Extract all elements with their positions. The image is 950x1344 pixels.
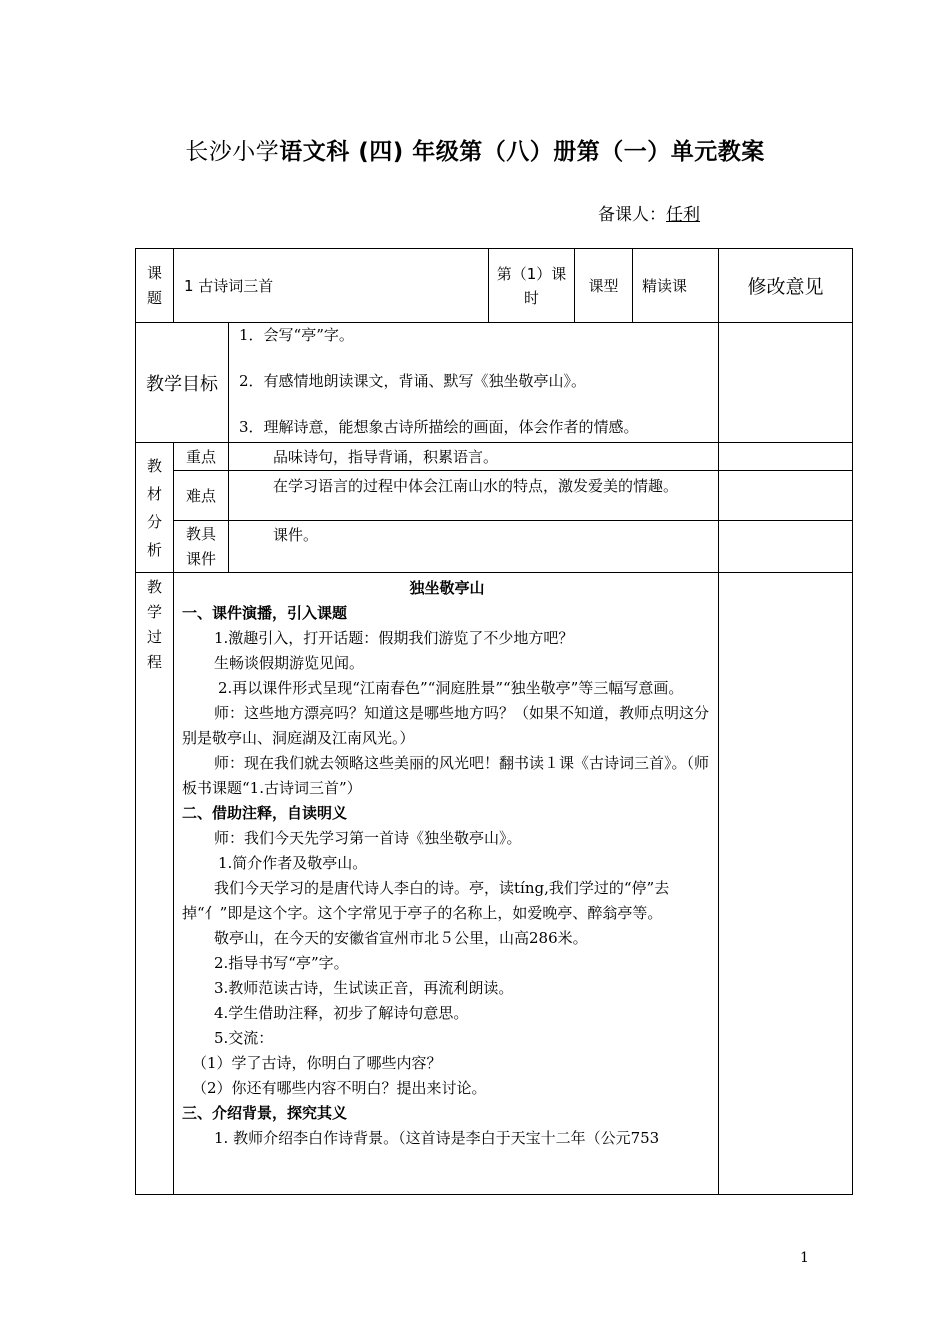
lesson-plan-table [135, 248, 853, 1195]
goal-item: 2．有感情地朗读课文，背诵、默写《独坐敬亭山》。 [239, 372, 587, 390]
goals-cell [229, 323, 719, 443]
revise-cell [719, 573, 853, 1195]
process-line: 4.学生借助注释，初步了解诗句意思。 [214, 1004, 469, 1022]
process-line: （1）学了古诗，你明白了哪些内容？ [192, 1054, 442, 1072]
process-line: 3.教师范读古诗，生试读正音，再流利朗读。 [214, 979, 514, 997]
key-text: 品味诗句，指导背诵，积累语言。 [229, 443, 719, 471]
revise-cell [719, 443, 853, 471]
process-line: 敬亭山，在今天的安徽省宣州市北５公里，山高286米。 [214, 929, 588, 947]
school-name: 长沙小学 [185, 139, 280, 165]
tools-label: 教具课件 [174, 521, 229, 573]
difficulty-text: 在学习语言的过程中体会江南山水的特点，激发爱美的情趣。 [229, 471, 719, 521]
goal-item: 3．理解诗意，能想象古诗所描绘的画面，体会作者的情感。 [239, 418, 639, 436]
revise-cell [719, 521, 853, 573]
section-heading: 二、借助注释，自读明义 [182, 804, 348, 822]
process-line: 1.激趣引入，打开话题：假期我们游览了不少地方吧？ [214, 629, 574, 647]
process-line: 1.简介作者及敬亭山。 [218, 854, 368, 872]
lesson-title: 1 古诗词三首 [174, 249, 489, 323]
preparer [598, 200, 700, 225]
page-title [0, 133, 950, 166]
preparer-name: 任利 [666, 205, 700, 225]
preparer-label: 备课人： [598, 205, 666, 225]
process-line: 师：现在我们就去领略这些美丽的风光吧！翻书读１课《古诗词三首》。（师板书课题“1.古诗词三首”） [182, 754, 710, 797]
process-line: 1. 教师介绍李白作诗背景。（这首诗是李白于天宝十二年（公元753 [214, 1129, 660, 1147]
goals-label: 教学目标 [136, 323, 229, 443]
revise-label: 修改意见 [719, 249, 853, 323]
type-label: 课型 [575, 249, 633, 323]
process-cell [174, 573, 719, 1195]
period: 第（1）课时 [489, 249, 575, 323]
difficulty-label: 难点 [174, 471, 229, 521]
section-heading: 一、课件演播，引入课题 [182, 604, 348, 622]
goal-item: 1．会写“亭”字。 [239, 326, 354, 344]
type-value: 精读课 [633, 249, 719, 323]
poem-title: 独坐敬亭山 [409, 579, 485, 597]
revise-cell [719, 323, 853, 443]
process-line: 2.再以课件形式呈现“江南春色”“洞庭胜景”“独坐敬亭”等三幅写意画。 [218, 679, 684, 697]
process-line: 师：这些地方漂亮吗？知道这是哪些地方吗？（如果不知道，教师点明这分别是敬亭山、洞庭湖及江南风光。） [182, 704, 710, 747]
process-line: 生畅谈假期游览见闻。 [214, 654, 365, 672]
page-number: 1 [800, 1250, 809, 1266]
analysis-label: 教材分析 [136, 443, 174, 573]
process-line: 5.交流： [214, 1029, 274, 1047]
process-line: 2.指导书写“亭”字。 [214, 954, 349, 972]
section-heading: 三、介绍背景，探究其义 [182, 1104, 348, 1122]
process-label: 教学过程 [136, 573, 174, 1195]
tools-text: 课件。 [229, 521, 719, 573]
lesson-label: 课题 [136, 249, 174, 323]
process-line: 师：我们今天先学习第一首诗《独坐敬亭山》。 [214, 829, 522, 847]
revise-cell [719, 471, 853, 521]
process-line: 我们今天学习的是唐代诗人李白的诗。亭，读tíng,我们学过的“停”去掉“亻”即是这个字。这个字常见于亭子的名称上，如爱晚亭、醉翁亭等。 [182, 879, 670, 922]
plan-title: 语文科 (四) 年级第（八）册第（一）单元教案 [279, 139, 765, 165]
key-label: 重点 [174, 443, 229, 471]
process-line: （2）你还有哪些内容不明白？提出来讨论。 [192, 1079, 487, 1097]
